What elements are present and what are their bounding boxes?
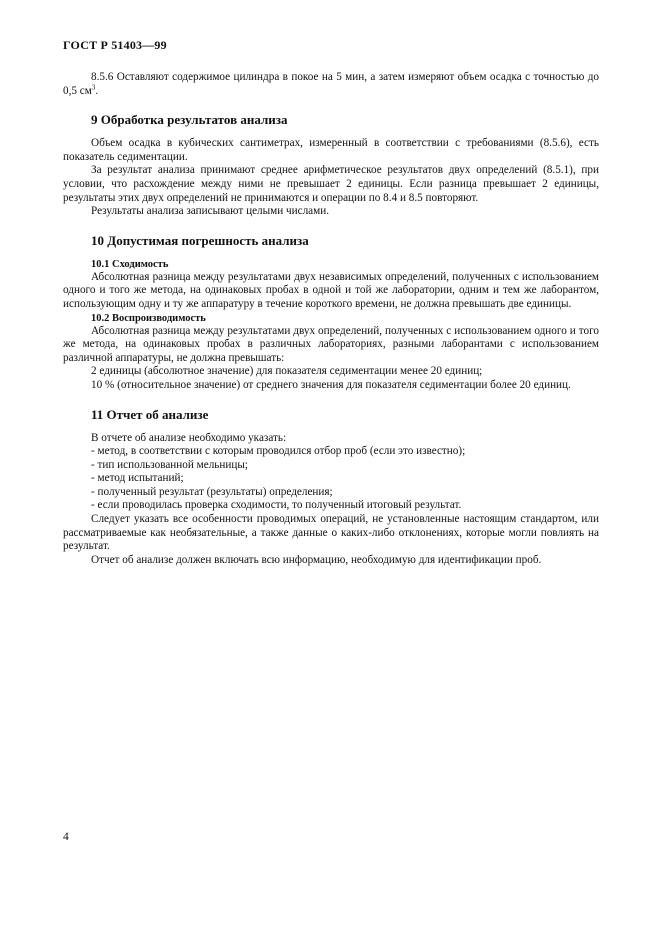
list-item: - метод, в соответствии с которым проводился отбор проб (если это известно); <box>91 445 466 458</box>
document-header: ГОСТ Р 51403—99 <box>63 38 167 52</box>
list-item: - полученный результат (результаты) определения; <box>91 485 333 498</box>
paragraph-8-5-6-end: . <box>95 84 99 97</box>
list-item: - если проводилась проверка сходимости, то полученный итоговый результат. <box>91 499 462 512</box>
paragraph-8-5-6-text: 8.5.6 Оставляют содержимое цилиндра в покое на 5 мин, а затем измеряют объем осадка с точностью до 0,5 см <box>63 71 599 97</box>
section-9-paragraph-3: Результаты анализа записывают целыми числами. <box>91 205 329 218</box>
section-11-intro: В отчете об анализе необходимо указать: <box>91 431 287 444</box>
page-number: 4 <box>63 831 69 843</box>
subsection-10-2-item-2: 10 % (относительное значение) от среднего значения для показателя седиментации более 20 единиц. <box>91 378 571 391</box>
section-10-heading: 10 Допустимая погрешность анализа <box>91 232 309 248</box>
subsection-10-1-text: Абсолютная разница между результатами двух независимых определений, полученных с использованием одного и того же метода, на одинаковых пробах в одной и той же лаборатории, одним и тем же лаборантом, использующим одну и ту же аппаратуру в течение короткого времени, не должна превышать две единицы. <box>63 270 599 310</box>
superscript-3: 3 <box>91 82 96 91</box>
subsection-10-1-heading: 10.1 Сходимость <box>91 258 169 270</box>
subsection-10-2-heading: 10.2 Воспроизводимость <box>91 312 206 324</box>
subsection-10-2-item-1: 2 единицы (абсолютное значение) для показателя седиментации менее 20 единиц; <box>91 365 483 378</box>
list-item: - тип использованной мельницы; <box>91 458 248 471</box>
section-11-heading: 11 Отчет об анализе <box>91 406 209 422</box>
section-11-paragraph-final: Отчет об анализе должен включать всю информацию, необходимую для идентификации проб. <box>91 553 542 566</box>
paragraph-8-5-6 <box>63 71 599 98</box>
subsection-10-2-text: Абсолютная разница между результатами двух определений, полученных с использованием одного и того же метода, на одинаковых пробах в различных лабораториях, разными лаборантами с использованием различной аппаратуры, не должна превышать: <box>63 324 599 364</box>
list-item: - метод испытаний; <box>91 472 184 485</box>
section-11-paragraph-more: Следует указать все особенности проводимых операций, не установленные настоящим стандартом, или рассматриваемые как необязательные, а также данные о каких-либо отклонениях, которые могли повлиять на результат. <box>63 513 599 553</box>
section-9-paragraph-1: Объем осадка в кубических сантиметрах, измеренный в соответствии с требованиями (8.5.6), есть показатель седиментации. <box>63 137 599 163</box>
document-body <box>63 71 599 567</box>
section-9-heading: 9 Обработка результатов анализа <box>91 112 288 128</box>
section-9-paragraph-2: За результат анализа принимают среднее арифметическое результатов двух определений (8.5.1), при условии, что расхождение между ними не превышает 2 единицы. Если разница превышает 2 единицы, результаты этих двух определений не принимаются и операции по 8.4 и 8.5 повторяют. <box>63 164 599 204</box>
